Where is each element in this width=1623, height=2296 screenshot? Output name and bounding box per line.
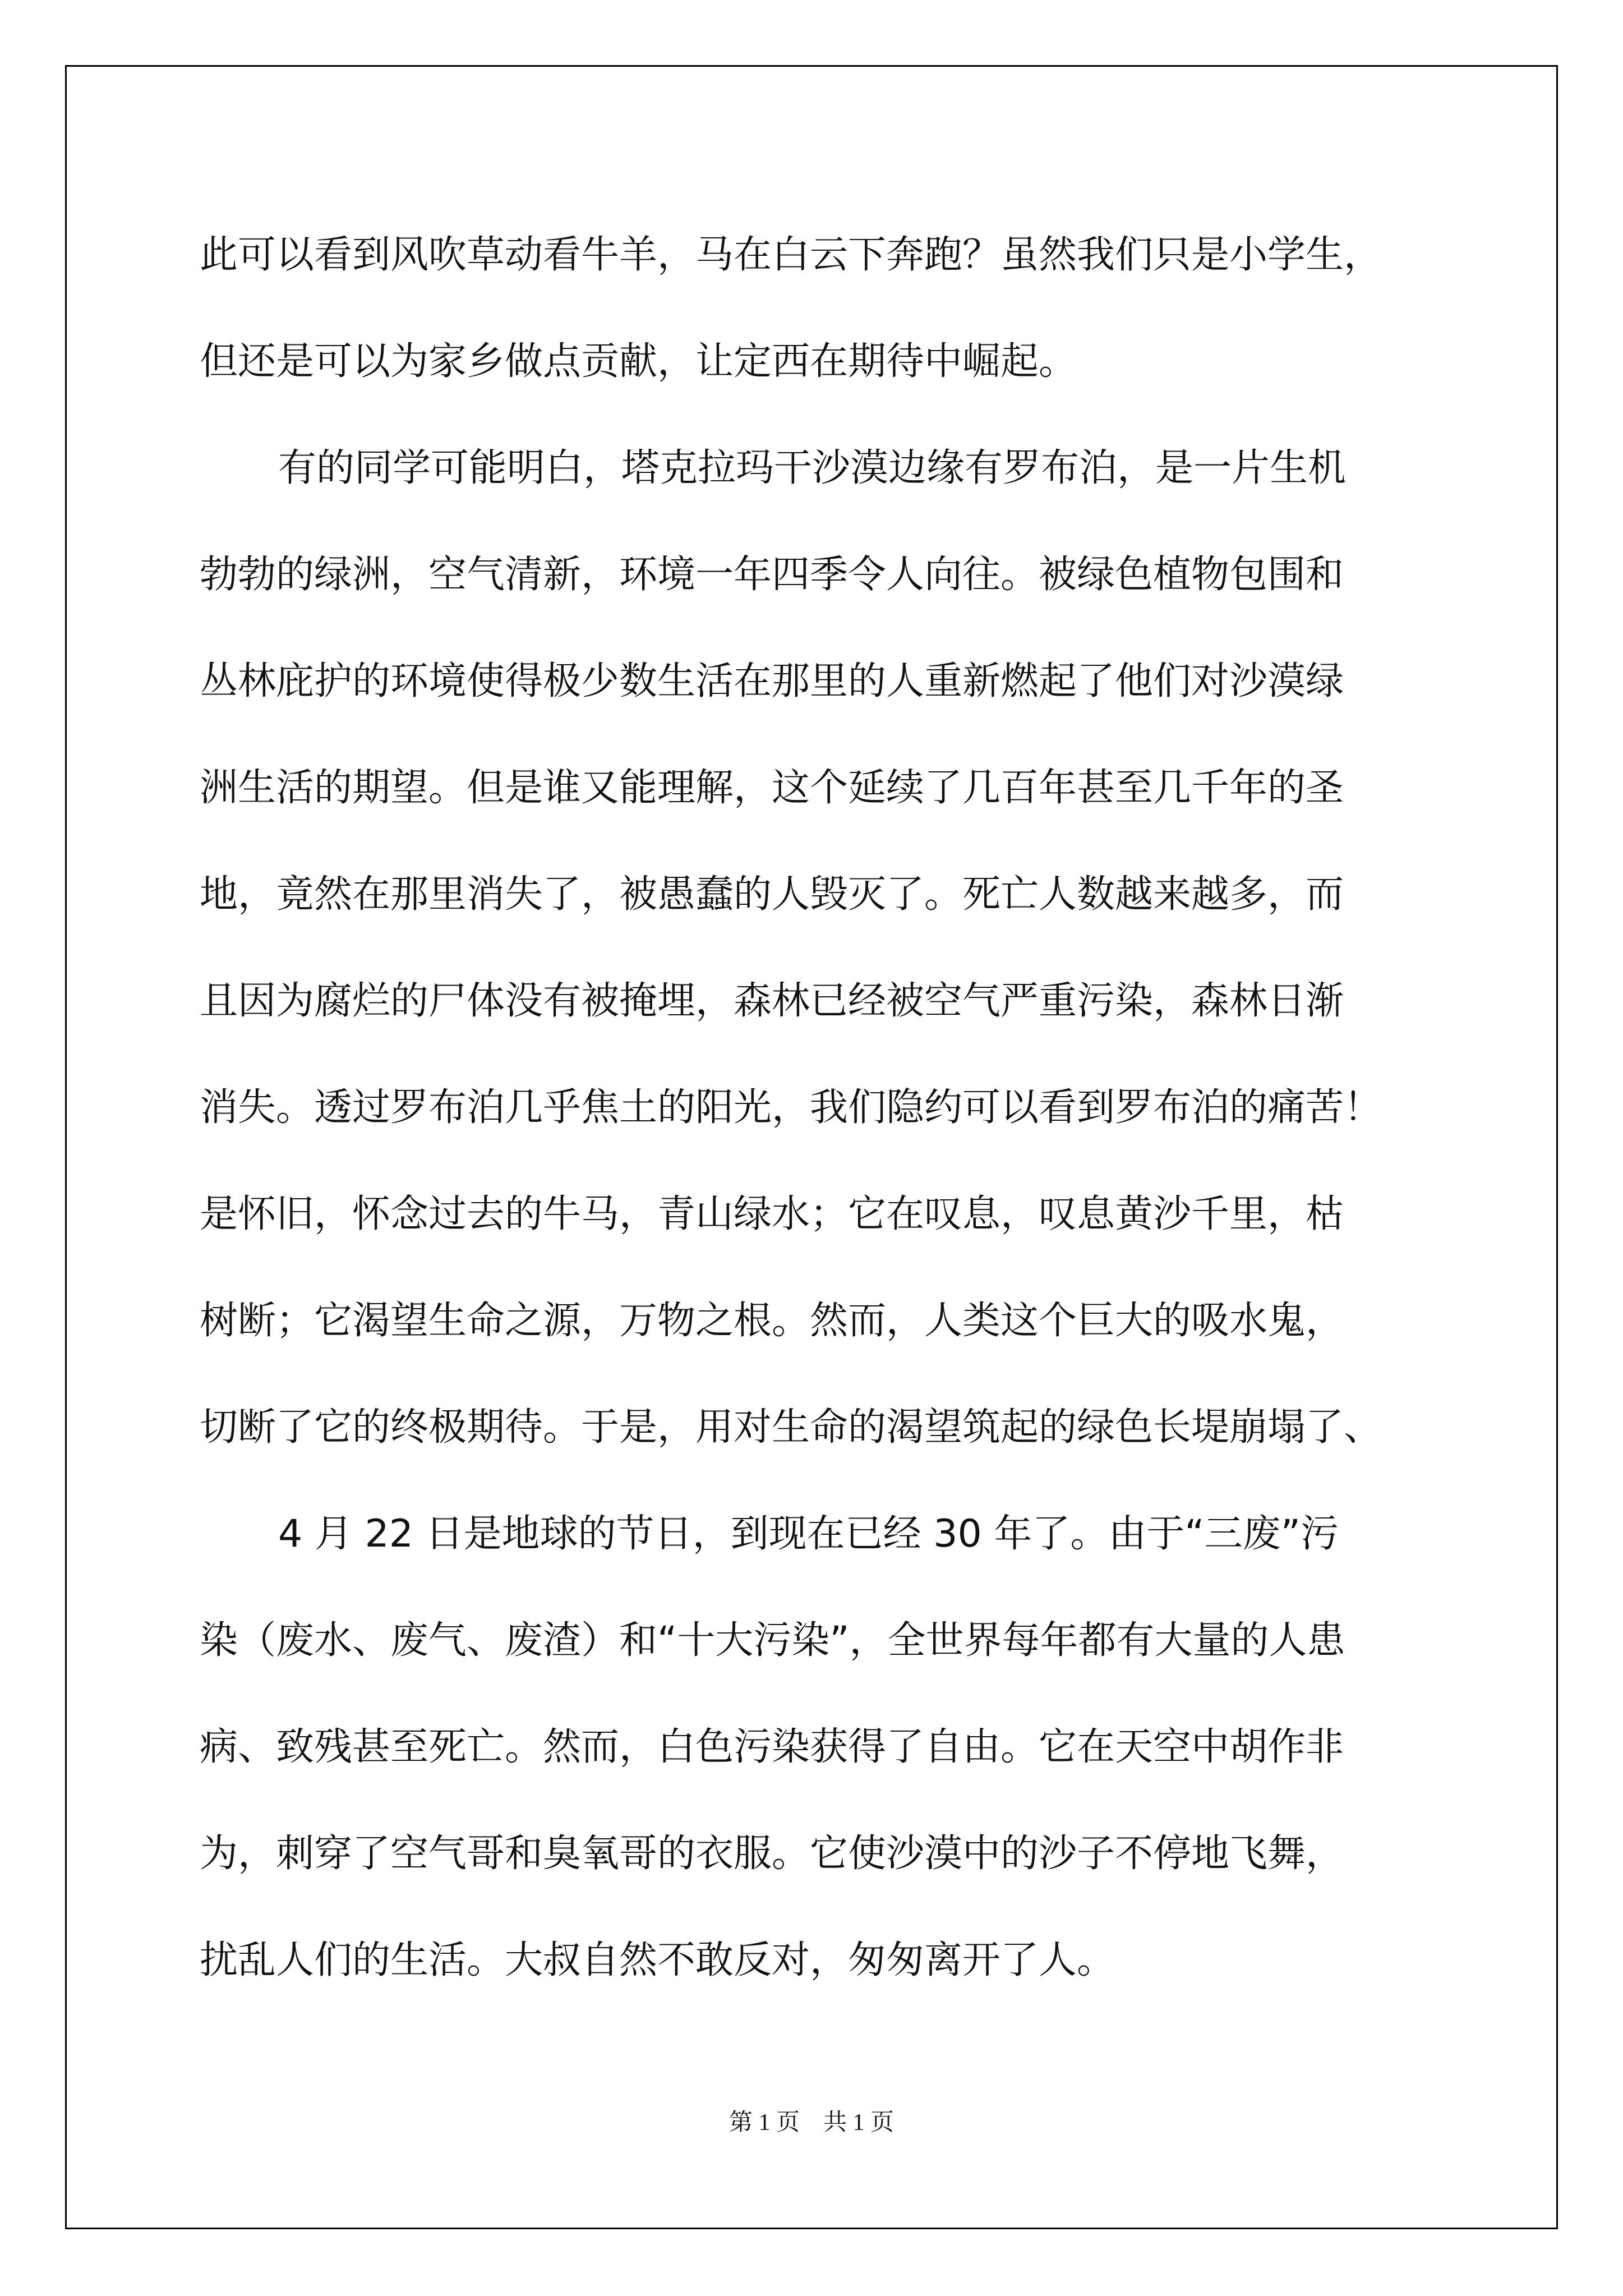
- text-line: 且因为腐烂的尸体没有被掩埋，森林已经被空气严重污染，森林日渐: [200, 979, 1344, 1023]
- text-line: 树断；它渴望生命之源，万物之根。然而，人类这个巨大的吸水鬼，: [200, 1299, 1344, 1343]
- text-line: 扰乱人们的生活。大叔自然不敢反对，匆匆离开了人。: [200, 1938, 1115, 1982]
- text-line: 勃勃的绿洲，空气清新，环境一年四季令人向往。被绿色植物包围和: [200, 553, 1344, 597]
- text-line: 但还是可以为家乡做点贡献，让定西在期待中崛起。: [200, 339, 1077, 384]
- text-line: 丛林庇护的环境使得极少数生活在那里的人重新燃起了他们对沙漠绿: [200, 659, 1344, 703]
- paragraph-start-line: 有的同学可能明白，塔克拉玛干沙漠边缘有罗布泊，是一片生机: [278, 446, 1347, 490]
- text-line: 是怀旧，怀念过去的牛马，青山绿水；它在叹息，叹息黄沙千里，枯: [200, 1192, 1344, 1236]
- text-line: 此可以看到风吹草动看牛羊，马在白云下奔跑？虽然我们只是小学生，: [200, 233, 1382, 277]
- page-footer: 第 1 页 共 1 页: [728, 2110, 894, 2136]
- text-line: 为，刺穿了空气哥和臭氧哥的衣服。它使沙漠中的沙子不停地飞舞，: [200, 1832, 1344, 1876]
- text-line: 地，竟然在那里消失了，被愚蠢的人毁灭了。死亡人数越来越多，而: [200, 872, 1344, 917]
- text-line: 洲生活的期望。但是谁又能理解，这个延续了几百年甚至几千年的圣: [200, 766, 1344, 810]
- document-body: [200, 202, 1439, 2014]
- text-line: 切断了它的终极期待。于是，用对生命的渴望筑起的绿色长堤崩塌了、: [200, 1405, 1382, 1450]
- text-line: 病、致残甚至死亡。然而，白色污染获得了自由。它在天空中胡作非: [200, 1725, 1344, 1769]
- text-line: 染（废水、废气、废渣）和“十大污染”，全世界每年都有大量的人患: [200, 1618, 1345, 1663]
- text-line: 消失。透过罗布泊几乎焦土的阳光，我们隐约可以看到罗布泊的痛苦！: [200, 1085, 1382, 1130]
- paragraph-start-line: 4 月 22 日是地球的节日，到现在已经 30 年了。由于“三废”污: [278, 1512, 1339, 1556]
